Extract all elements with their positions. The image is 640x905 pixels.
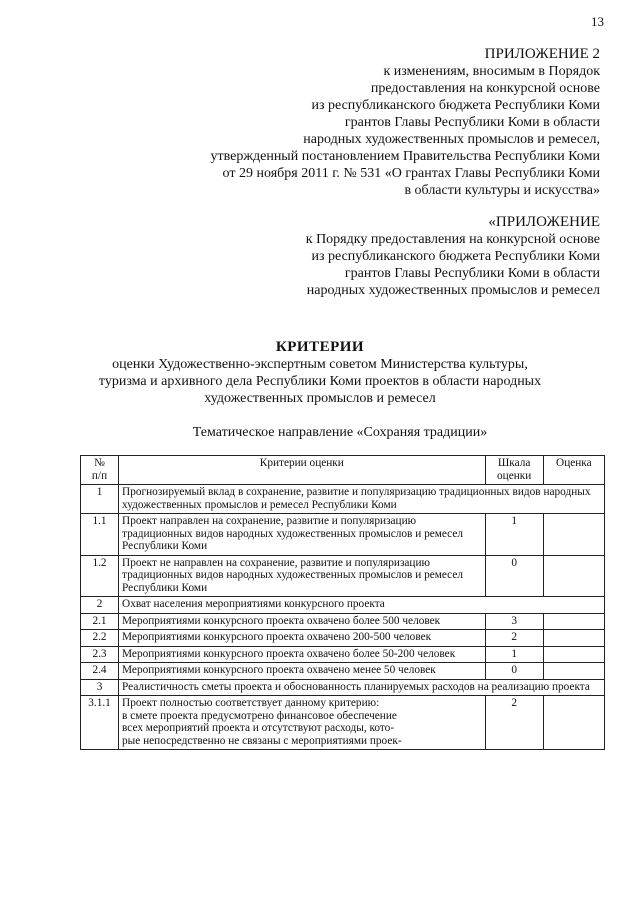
appendix-title: ПРИЛОЖЕНИЕ 2: [484, 46, 600, 62]
appendix-line: предоставления на конкурсной основе: [370, 81, 600, 96]
row-criterion: [119, 613, 486, 630]
row-number: 2.1: [81, 613, 119, 630]
row-grade-cell[interactable]: [543, 555, 604, 597]
appendix-line: утвержденный постановлением Правительства Республики Коми: [210, 149, 600, 164]
row-grade-cell[interactable]: [543, 514, 604, 556]
row-criterion: [119, 646, 486, 663]
row-grade-cell[interactable]: [543, 646, 604, 663]
subtitle-line: оценки Художественно-экспертным советом Министерства культуры,: [112, 357, 528, 372]
row-number: 1.2: [81, 555, 119, 597]
row-criterion-text: Проект не направлен на сохранение, развитие и популяризацию традиционных видов народных художественных промыслов и ремесел Республики Коми: [122, 556, 463, 594]
row-criterion: [119, 679, 605, 696]
row-criterion: [119, 630, 486, 647]
table-header-row: [81, 456, 605, 485]
header-scale: [485, 456, 543, 485]
row-criterion: [119, 696, 486, 750]
criteria-table: [80, 455, 605, 750]
header-criteria: Критерии оценки: [119, 456, 486, 485]
row-scale: 0: [485, 663, 543, 680]
row-criterion-text: Реалистичность сметы проекта и обоснованность планируемых расходов на реализацию проекта: [122, 680, 590, 693]
table-row: [81, 646, 605, 663]
appendix-line: от 29 ноября 2011 г. № 531 «О грантах Главы Республики Коми: [222, 166, 600, 181]
row-criterion-text: Проект направлен на сохранение, развитие и популяризацию традиционных видов народных художественных промыслов и ремесел Республики Коми: [122, 515, 463, 552]
row-criterion-text: Мероприятиями конкурсного проекта охвачено менее 50 человек: [122, 664, 436, 676]
appendix-line: к изменениям, вносимым в Порядок: [383, 64, 600, 79]
subtitle-line: туризма и архивного дела Республики Коми проектов в области народных: [98, 374, 542, 389]
row-scale: 2: [485, 696, 543, 750]
row-criterion-text: Охват населения мероприятиями конкурсного проекта: [122, 598, 385, 610]
document-title: КРИТЕРИИ: [275, 339, 365, 355]
row-criterion: [119, 514, 486, 556]
row-criterion-line: Проект полностью соответствует данному критерию:: [122, 697, 380, 709]
appendix-line: народных художественных промыслов и ремесел: [306, 283, 600, 298]
appendix-line: из республиканского бюджета Республики Коми: [311, 98, 600, 113]
row-criterion-line: всех мероприятий проекта и отсутствуют расходы, кото-: [122, 722, 395, 734]
row-criterion-line: в смете проекта предусмотрено финансовое обеспечение: [122, 709, 397, 722]
appendix-quoted-header: [306, 214, 600, 299]
appendix-line: к Порядку предоставления на конкурсной основе: [305, 232, 600, 247]
document-subtitle: [0, 356, 640, 407]
row-criterion: [119, 597, 605, 614]
row-criterion-text: Прогнозируемый вклад в сохранение, развитие и популяризацию традиционных видов народных художественных промыслов и ремесел Республики Коми: [122, 486, 591, 511]
row-scale: 1: [485, 514, 543, 556]
row-number: 1: [81, 485, 119, 514]
table-row: [81, 679, 605, 696]
row-criterion: [119, 555, 486, 597]
row-grade-cell[interactable]: [543, 696, 604, 750]
row-number: 1.1: [81, 514, 119, 556]
row-criterion: [119, 663, 486, 680]
appendix-line: грантов Главы Республики Коми в области: [344, 115, 600, 130]
row-number: 2.3: [81, 646, 119, 663]
table-row: [81, 663, 605, 680]
table-row: [81, 630, 605, 647]
appendix-quoted-title: «ПРИЛОЖЕНИЕ: [488, 214, 600, 230]
row-number: 2: [81, 597, 119, 614]
appendix-line: в области культуры и искусства»: [404, 183, 600, 198]
header-scale-line1: Шкала: [497, 457, 531, 469]
row-criterion-text: Мероприятиями конкурсного проекта охвачено 200-500 человек: [122, 631, 432, 643]
table-row: [81, 514, 605, 556]
row-scale: 1: [485, 646, 543, 663]
header-number-line1: №: [94, 457, 105, 469]
table-row: [81, 613, 605, 630]
appendix-line: народных художественных промыслов и ремесел,: [303, 132, 600, 147]
header-number: [81, 456, 119, 485]
table-row: [81, 485, 605, 514]
thematic-direction: Тематическое направление «Сохраняя традиции»: [192, 425, 488, 440]
row-grade-cell[interactable]: [543, 630, 604, 647]
header-scale-line2: оценки: [497, 469, 532, 482]
row-scale: 3: [485, 613, 543, 630]
appendix-header: [210, 46, 600, 199]
row-criterion-line: рые непосредственно не связаны с мероприятиями проек-: [122, 734, 402, 747]
header-number-line2: п/п: [91, 469, 108, 482]
row-criterion: [119, 485, 605, 514]
row-number: 3.1.1: [81, 696, 119, 750]
appendix-line: грантов Главы Республики Коми в области: [344, 266, 600, 281]
row-scale: 2: [485, 630, 543, 647]
table-row: [81, 597, 605, 614]
row-number: 2.4: [81, 663, 119, 680]
row-scale: 0: [485, 555, 543, 597]
page-number: 13: [591, 14, 604, 29]
row-grade-cell[interactable]: [543, 613, 604, 630]
table-row: [81, 696, 605, 750]
row-criterion-text: Мероприятиями конкурсного проекта охвачено более 500 человек: [122, 614, 441, 627]
subtitle-line: художественных промыслов и ремесел: [204, 391, 436, 406]
appendix-line: из республиканского бюджета Республики Коми: [311, 249, 600, 264]
header-grade: Оценка: [543, 456, 604, 485]
table-row: [81, 555, 605, 597]
row-grade-cell[interactable]: [543, 663, 604, 680]
row-number: 2.2: [81, 630, 119, 647]
row-number: 3: [81, 679, 119, 696]
row-criterion-text: Мероприятиями конкурсного проекта охвачено более 50-200 человек: [122, 647, 456, 660]
